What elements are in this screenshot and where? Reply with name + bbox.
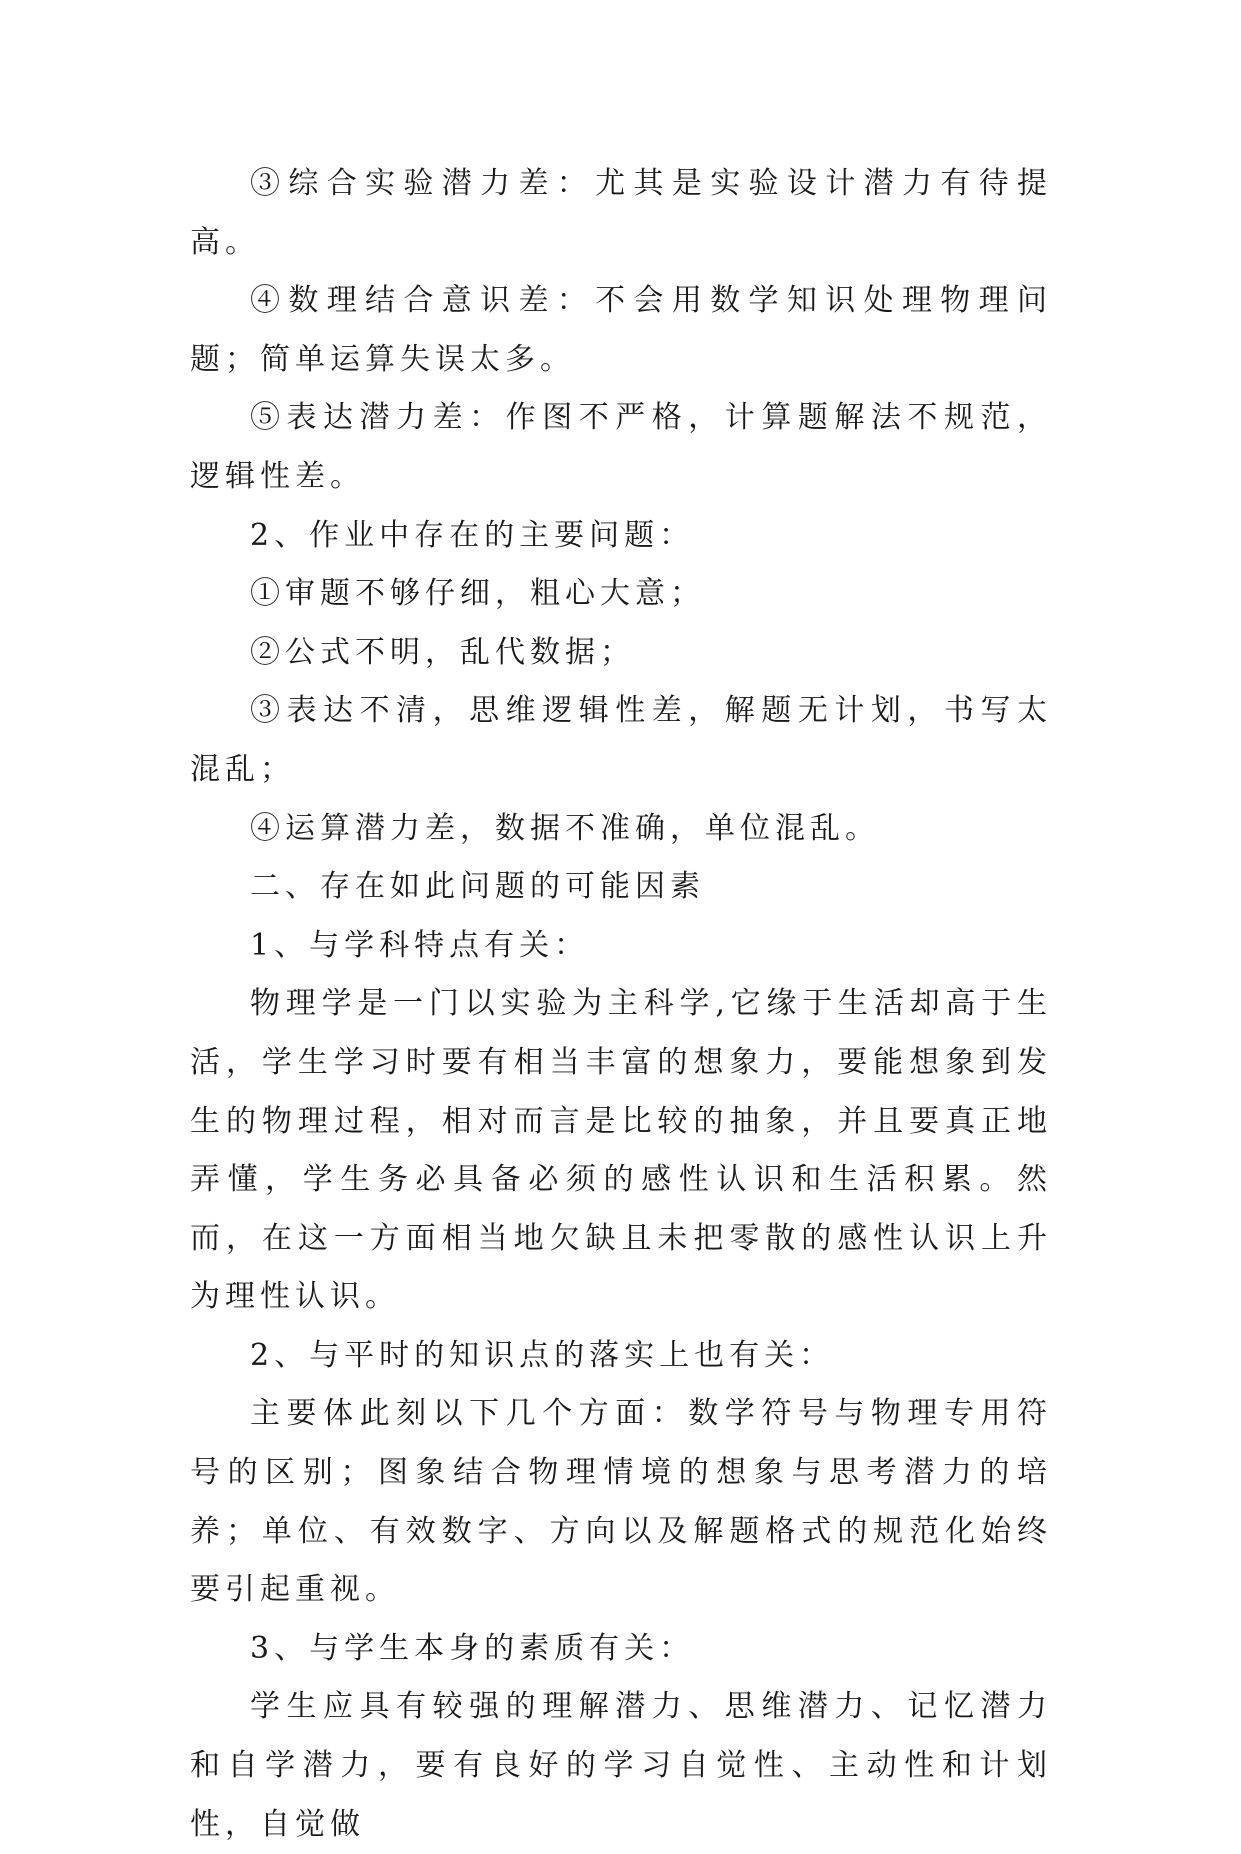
- paragraph-math-physics: ④数理结合意识差：不会用数学知识处理物理问题；简单运算失误太多。: [190, 283, 1052, 377]
- section-heading-causes: 二、存在如此问题的可能因素: [250, 869, 705, 905]
- list-item-reading: ①审题不够仔细，粗心大意；: [250, 576, 705, 612]
- subheading-knowledge-points: 2、与平时的知识点的落实上也有关：: [250, 1337, 835, 1373]
- paragraph-physics-nature: 物理学是一门以实验为主科学,它缘于生活却高于生活，学生学习时要有相当丰富的想象力，要能想象到发生的物理过程，相对而言是比较的抽象，并且要真正地弄懂，学生务必具备必须的感性认识和生活积累。然而，在这一方面相当地欠缺且未把零散的感性认识上升为理性认识。: [190, 986, 1052, 1315]
- paragraph-knowledge-aspects: 主要体此刻以下几个方面：数学符号与物理专用符号的区别；图象结合物理情境的想象与思考潜力的培养；单位、有效数字、方向以及解题格式的规范化始终要引起重视。: [190, 1396, 1052, 1608]
- heading-homework-problems: 2、作业中存在的主要问题：: [250, 517, 695, 553]
- paragraph-student-abilities: 学生应具有较强的理解潜力、思维潜力、记忆潜力和自学潜力，要有良好的学习自觉性、主动性和计划性，自觉做: [190, 1689, 1052, 1842]
- list-item-calculation: ④运算潜力差，数据不准确，单位混乱。: [250, 810, 880, 846]
- subheading-student-quality: 3、与学生本身的素质有关：: [250, 1630, 695, 1666]
- body-text: [190, 155, 1052, 1854]
- list-item-expression: ③表达不清，思维逻辑性差，解题无计划，书写太混乱；: [190, 693, 1052, 787]
- subheading-subject-features: 1、与学科特点有关：: [250, 927, 590, 963]
- list-item-formula: ②公式不明，乱代数据；: [250, 634, 635, 670]
- paragraph-experiment-ability: ③综合实验潜力差：尤其是实验设计潜力有待提高。: [190, 166, 1052, 260]
- paragraph-expression-ability: ⑤表达潜力差：作图不严格，计算题解法不规范，逻辑性差。: [190, 400, 1052, 494]
